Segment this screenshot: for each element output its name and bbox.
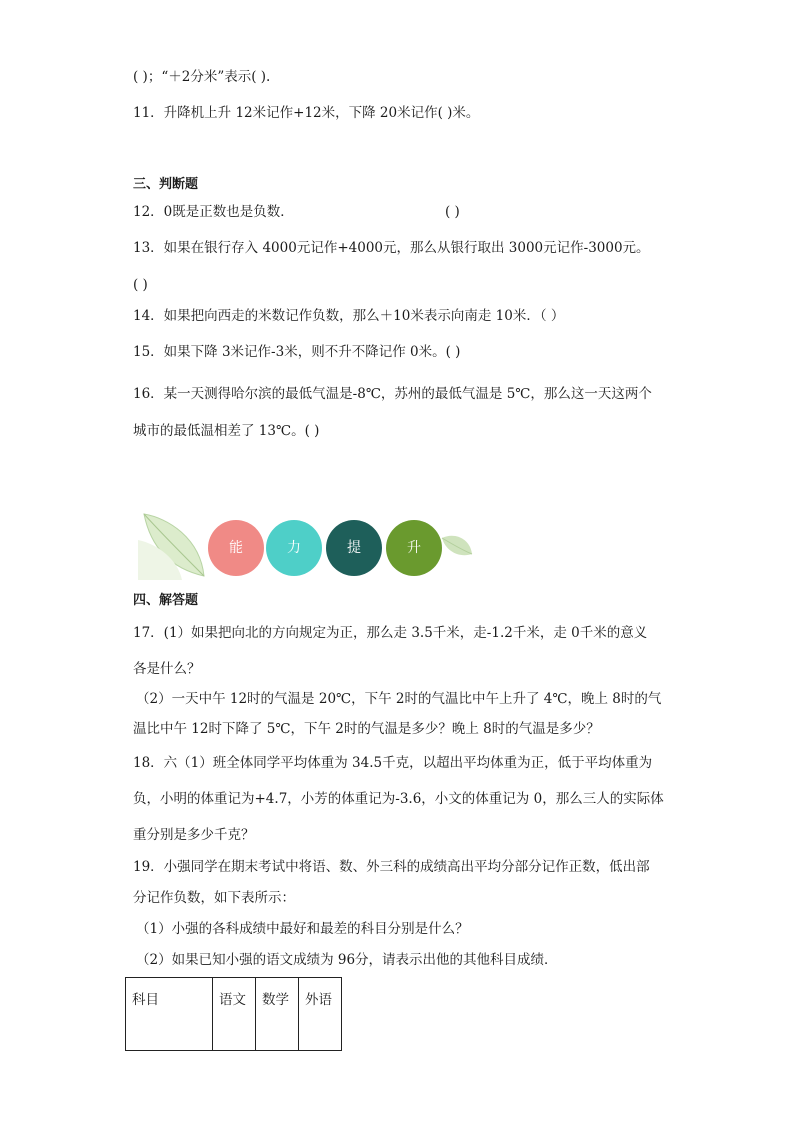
question-19-part-2: （2）如果已知小强的语文成绩为 96分，请表示出他的其他科目成绩． — [136, 952, 558, 968]
question-18-line-3: 重分别是多少千克？ — [133, 827, 255, 843]
ability-banner — [138, 510, 478, 580]
table-header-chinese: 语文 — [213, 978, 256, 1051]
question-19-line-2: 分记作负数，如下表所示： — [133, 890, 295, 906]
question-13-answer-blank: ( ) — [133, 277, 148, 293]
question-14: 14．如果把向西走的米数记作负数，那么＋10米表示向南走 10米．（ ） — [133, 308, 565, 324]
table-row — [126, 978, 342, 1051]
small-leaf-icon — [440, 532, 474, 562]
question-19-part-1: （1）小强的各科成绩中最好和最差的科目分别是什么？ — [136, 921, 469, 937]
score-table — [125, 977, 342, 1051]
table-header-foreign-language: 外语 — [299, 978, 342, 1051]
question-17-part-2-line-2: 温比中午 12时下降了 5℃，下午 2时的气温是多少？晚上 8时的气温是多少？ — [133, 721, 600, 737]
question-11: 11．升降机上升 12米记作+12米，下降 20米记作( )米。 — [133, 105, 480, 121]
question-17-part-2-line-1: （2）一天中午 12时的气温是 20℃，下午 2时的气温比中午上升了 4℃，晚上 8时的气 — [136, 691, 662, 707]
section-3-heading: 三、判断题 — [133, 177, 199, 192]
table-header-subject: 科目 — [126, 978, 213, 1051]
question-12-answer-blank: ( ) — [445, 204, 460, 220]
question-16-line-1: 16．某一天测得哈尔滨的最低气温是-8℃，苏州的最低气温是 5℃，那么这一天这两个 — [133, 386, 652, 402]
question-12: 12．0既是正数也是负数． — [133, 204, 294, 220]
question-19-line-1: 19．小强同学在期末考试中将语、数、外三科的成绩高出平均分部分记作正数，低出部 — [133, 859, 650, 875]
question-18-line-1: 18．六（1）班全体同学平均体重为 34.5千克，以超出平均体重为正，低于平均体重为 — [133, 755, 653, 771]
banner-circle-1: 能 — [208, 520, 264, 576]
banner-circle-2: 力 — [266, 520, 322, 576]
question-15: 15．如果下降 3米记作-3米，则不升不降记作 0米。( ) — [133, 344, 461, 360]
question-18-line-2: 负，小明的体重记为+4.7，小芳的体重记为-3.6，小文的体重记为 0，那么三人的实际体 — [133, 791, 664, 807]
question-17-part-1-line-2: 各是什么？ — [133, 661, 201, 677]
section-4-heading: 四、解答题 — [133, 593, 199, 608]
question-17-part-1-line-1: 17．(1）如果把向北的方向规定为正，那么走 3.5千米，走-1.2千米，走 0千米的意义 — [133, 625, 648, 641]
table-header-math: 数学 — [256, 978, 299, 1051]
question-16-line-2: 城市的最低温相差了 13℃。( ) — [133, 423, 320, 439]
leaf-decoration-icon — [138, 510, 218, 580]
question-10-continued: ( )；“＋2分米”表示( ). — [133, 69, 271, 85]
banner-circle-3: 提 — [326, 520, 382, 576]
question-13: 13．如果在银行存入 4000元记作+4000元，那么从银行取出 3000元记作-3000元。 — [133, 240, 650, 256]
banner-circle-4: 升 — [386, 520, 442, 576]
